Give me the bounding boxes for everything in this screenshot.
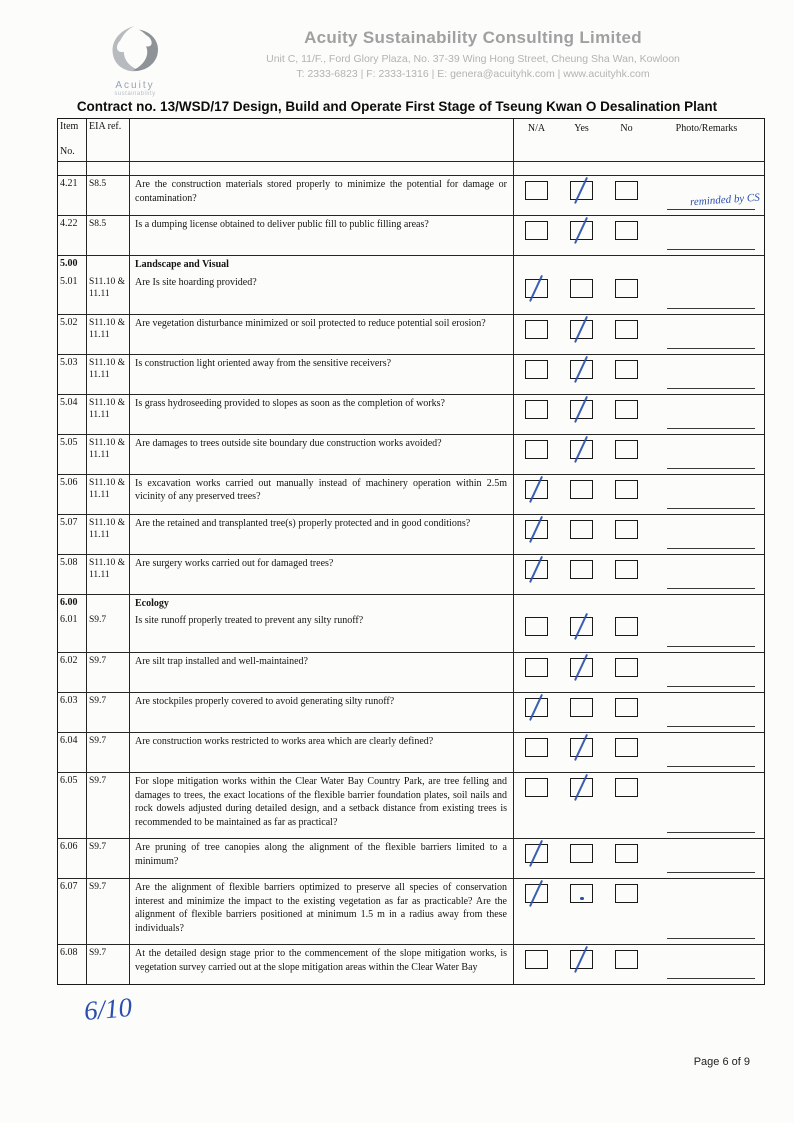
no-cell xyxy=(604,653,649,692)
checkbox-na-5.08[interactable] xyxy=(525,560,548,579)
item-no: 6.01 xyxy=(58,612,87,652)
na-cell xyxy=(514,733,559,772)
item-no: 6.00 xyxy=(58,595,87,613)
remarks-cell xyxy=(649,945,764,984)
item-no: 6.03 xyxy=(58,693,87,732)
remarks-cell xyxy=(649,216,764,255)
remarks-cell xyxy=(649,515,764,554)
yes-cell xyxy=(559,435,604,474)
checkbox-na-5.05[interactable] xyxy=(525,440,548,459)
eia-ref: S11.10 & 11.11 xyxy=(87,355,130,394)
item-no: 5.04 xyxy=(58,395,87,434)
item-no: 5.05 xyxy=(58,435,87,474)
checklist-row xyxy=(58,274,764,314)
checkbox-no-5.06[interactable] xyxy=(615,480,638,499)
eia-ref: S8.5 xyxy=(87,216,130,255)
checklist-table xyxy=(57,118,765,985)
remarks-cell xyxy=(649,839,764,878)
item-no: 4.21 xyxy=(58,176,87,215)
question-text: Are surgery works carried out for damaged trees? xyxy=(130,555,514,594)
spacer-cell xyxy=(87,162,130,175)
eia-ref: S9.7 xyxy=(87,733,130,772)
remark-line xyxy=(667,646,755,647)
spacer-cell xyxy=(559,162,604,175)
item-no: 5.06 xyxy=(58,475,87,514)
item-no: 4.22 xyxy=(58,216,87,255)
section-title: Landscape and Visual xyxy=(130,256,514,274)
checkbox-yes-6.05[interactable] xyxy=(570,778,593,797)
checklist-row xyxy=(58,554,764,594)
checkbox-no-5.04[interactable] xyxy=(615,400,638,419)
table-header-row xyxy=(58,119,764,161)
yes-cell xyxy=(559,274,604,314)
checklist-row xyxy=(58,612,764,652)
no-cell xyxy=(604,612,649,652)
remarks-cell xyxy=(649,653,764,692)
check-mark xyxy=(529,274,543,301)
item-no: 5.03 xyxy=(58,355,87,394)
checkbox-no-6.01[interactable] xyxy=(615,617,638,636)
header-item-line1: Item xyxy=(60,121,79,132)
remark-line xyxy=(667,428,755,429)
check-mark xyxy=(574,654,588,681)
header-no: No xyxy=(620,123,633,134)
no-cell xyxy=(604,395,649,434)
remark-line xyxy=(667,726,755,727)
na-cell xyxy=(514,653,559,692)
remarks-cell xyxy=(649,879,764,944)
remarks-cell xyxy=(649,274,764,314)
letterhead xyxy=(0,24,794,104)
checklist-row xyxy=(58,215,764,255)
eia-ref: S9.7 xyxy=(87,879,130,944)
company-contact: T: 2333-6823 | F: 2333-1316 | E: genera@acuityhk.com | www.acuityhk.com xyxy=(296,68,650,80)
remarks-cell xyxy=(649,733,764,772)
question-text: Are vegetation disturbance minimized or soil protected to reduce potential soil erosion? xyxy=(130,315,514,354)
checkbox-na-5.07[interactable] xyxy=(525,520,548,539)
yes-cell xyxy=(559,733,604,772)
remark-line xyxy=(667,548,755,549)
question-text: Is grass hydroseeding provided to slopes as soon as the completion of works? xyxy=(130,395,514,434)
checkbox-yes-6.01[interactable] xyxy=(570,617,593,636)
no-cell xyxy=(604,256,649,274)
no-cell xyxy=(604,216,649,255)
yes-cell xyxy=(559,176,604,215)
company-logo xyxy=(98,24,172,97)
yes-cell xyxy=(559,693,604,732)
page-number: Page 6 of 9 xyxy=(693,1056,750,1068)
eia-ref: S11.10 & 11.11 xyxy=(87,274,130,314)
remarks-cell xyxy=(649,612,764,652)
item-no: 6.05 xyxy=(58,773,87,838)
question-text: Is construction light oriented away from the sensitive receivers? xyxy=(130,355,514,394)
checklist-row xyxy=(58,772,764,838)
question-text: Are pruning of tree canopies along the alignment of the flexible barriers limited to a minimum? xyxy=(130,839,514,878)
checklist-row xyxy=(58,878,764,944)
yes-cell xyxy=(559,216,604,255)
section-title: Ecology xyxy=(130,595,514,613)
checkbox-na-6.07[interactable] xyxy=(525,884,548,903)
no-cell xyxy=(604,475,649,514)
check-mark xyxy=(574,774,588,801)
letterhead-text xyxy=(180,28,766,80)
checkbox-no-6.03[interactable] xyxy=(615,698,638,717)
eia-ref: S9.7 xyxy=(87,945,130,984)
checkbox-yes-5.06[interactable] xyxy=(570,480,593,499)
yes-cell xyxy=(559,256,604,274)
checkbox-na-5.03[interactable] xyxy=(525,360,548,379)
question-text: Are the retained and transplanted tree(s) properly protected and in good conditions? xyxy=(130,515,514,554)
yes-cell xyxy=(559,653,604,692)
checkbox-na-4.22[interactable] xyxy=(525,221,548,240)
checklist-row xyxy=(58,314,764,354)
remarks-cell xyxy=(649,176,764,215)
na-cell xyxy=(514,315,559,354)
remark-line xyxy=(667,308,755,309)
checkbox-yes-6.04[interactable] xyxy=(570,738,593,757)
logo-wordmark: Acuity xyxy=(115,80,155,91)
remarks-cell xyxy=(649,435,764,474)
question-text: Are silt trap installed and well-maintained? xyxy=(130,653,514,692)
yes-cell xyxy=(559,595,604,613)
na-cell xyxy=(514,879,559,944)
logo-tagline: sustainability xyxy=(114,91,156,97)
checklist-row xyxy=(58,175,764,215)
checkbox-no-4.22[interactable] xyxy=(615,221,638,240)
na-cell xyxy=(514,555,559,594)
question-text: Are the construction materials stored properly to minimize the potential for damage or contamination? xyxy=(130,176,514,215)
checklist-row xyxy=(58,394,764,434)
eia-ref: S9.7 xyxy=(87,653,130,692)
no-cell xyxy=(604,693,649,732)
eia-ref: S11.10 & 11.11 xyxy=(87,395,130,434)
no-cell xyxy=(604,274,649,314)
item-no: 5.02 xyxy=(58,315,87,354)
check-mark xyxy=(574,355,588,382)
na-cell xyxy=(514,216,559,255)
no-cell xyxy=(604,839,649,878)
check-mark xyxy=(529,840,543,867)
header-item-line2: No. xyxy=(60,146,75,157)
checkbox-na-5.02[interactable] xyxy=(525,320,548,339)
eia-ref: S9.7 xyxy=(87,693,130,732)
checkbox-yes-6.07[interactable] xyxy=(570,884,593,903)
checkbox-yes-4.21[interactable] xyxy=(570,181,593,200)
checkbox-yes-5.08[interactable] xyxy=(570,560,593,579)
check-mark xyxy=(574,435,588,462)
question-text: Is site runoff properly treated to prevent any silty runoff? xyxy=(130,612,514,652)
na-cell xyxy=(514,773,559,838)
section-row xyxy=(58,255,764,274)
checkbox-na-6.03[interactable] xyxy=(525,698,548,717)
checkbox-no-6.08[interactable] xyxy=(615,950,638,969)
checkbox-yes-6.03[interactable] xyxy=(570,698,593,717)
no-cell xyxy=(604,315,649,354)
check-mark xyxy=(529,475,543,502)
checkbox-na-4.21[interactable] xyxy=(525,181,548,200)
remark-line xyxy=(667,872,755,873)
item-no: 5.08 xyxy=(58,555,87,594)
checklist-row xyxy=(58,652,764,692)
checkbox-no-6.06[interactable] xyxy=(615,844,638,863)
question-text: Are Is site hoarding provided? xyxy=(130,274,514,314)
yes-cell xyxy=(559,945,604,984)
item-no: 6.04 xyxy=(58,733,87,772)
question-text: At the detailed design stage prior to the commencement of the slope mitigation works, is vegetation survey carried out at the slope mitigation areas within the Clear Water Bay xyxy=(130,945,514,984)
check-mark xyxy=(574,946,588,973)
eia-ref: S11.10 & 11.11 xyxy=(87,475,130,514)
checkbox-na-6.01[interactable] xyxy=(525,617,548,636)
question-text: Are the alignment of flexible barriers optimized to preserve all species of conservation interest and minimize the impact to the existing vegetation as far as practicable? Are the alignment of flexible barriers positioned at minimum 1.5 m in a radius away from these individuals? xyxy=(130,879,514,944)
checkbox-no-6.07[interactable] xyxy=(615,884,638,903)
checkbox-yes-5.05[interactable] xyxy=(570,440,593,459)
checkbox-yes-4.22[interactable] xyxy=(570,221,593,240)
yes-cell xyxy=(559,395,604,434)
checkbox-no-5.07[interactable] xyxy=(615,520,638,539)
check-mark xyxy=(574,177,588,204)
checkbox-yes-5.03[interactable] xyxy=(570,360,593,379)
yes-cell xyxy=(559,879,604,944)
checkbox-na-6.02[interactable] xyxy=(525,658,548,677)
check-mark xyxy=(574,315,588,342)
remark-line xyxy=(667,686,755,687)
header-remarks: Photo/Remarks xyxy=(675,123,738,134)
remarks-cell xyxy=(649,256,764,274)
checkbox-yes-5.02[interactable] xyxy=(570,320,593,339)
remark-line xyxy=(667,766,755,767)
eia-ref: S11.10 & 11.11 xyxy=(87,515,130,554)
checkbox-yes-5.01[interactable] xyxy=(570,279,593,298)
checkbox-no-5.05[interactable] xyxy=(615,440,638,459)
remark-line xyxy=(667,978,755,979)
remark-line xyxy=(667,348,755,349)
check-mark xyxy=(574,217,588,244)
remark-line xyxy=(667,249,755,250)
yes-cell xyxy=(559,475,604,514)
check-mark xyxy=(529,880,543,907)
na-cell xyxy=(514,515,559,554)
checkbox-no-5.02[interactable] xyxy=(615,320,638,339)
na-cell xyxy=(514,256,559,274)
item-no: 6.08 xyxy=(58,945,87,984)
header-item-no xyxy=(58,119,87,161)
checkbox-no-5.03[interactable] xyxy=(615,360,638,379)
checkbox-yes-6.08[interactable] xyxy=(570,950,593,969)
eia-ref: S9.7 xyxy=(87,612,130,652)
item-no: 6.06 xyxy=(58,839,87,878)
checklist-row xyxy=(58,474,764,514)
checkbox-no-4.21[interactable] xyxy=(615,181,638,200)
yes-cell xyxy=(559,355,604,394)
item-no: 5.07 xyxy=(58,515,87,554)
yes-cell xyxy=(559,612,604,652)
remarks-cell xyxy=(649,395,764,434)
item-no: 5.00 xyxy=(58,256,87,274)
checkbox-na-6.08[interactable] xyxy=(525,950,548,969)
checkbox-na-6.06[interactable] xyxy=(525,844,548,863)
checklist-row xyxy=(58,514,764,554)
remark-line xyxy=(667,388,755,389)
eia-ref: S9.7 xyxy=(87,773,130,838)
na-cell xyxy=(514,945,559,984)
question-text: Is a dumping license obtained to deliver public fill to public filling areas? xyxy=(130,216,514,255)
pen-dot xyxy=(580,897,584,901)
checkbox-na-5.06[interactable] xyxy=(525,480,548,499)
check-mark xyxy=(529,694,543,721)
checkbox-na-5.01[interactable] xyxy=(525,279,548,298)
na-cell xyxy=(514,839,559,878)
checkbox-no-5.01[interactable] xyxy=(615,279,638,298)
question-text: Is excavation works carried out manually instead of machinery operation within 2.5m vicinity of any preserved trees? xyxy=(130,475,514,514)
no-cell xyxy=(604,355,649,394)
check-mark xyxy=(529,515,543,542)
question-text: Are damages to trees outside site boundary due construction works avoided? xyxy=(130,435,514,474)
remarks-cell xyxy=(649,773,764,838)
item-no: 5.01 xyxy=(58,274,87,314)
remarks-cell xyxy=(649,475,764,514)
checkbox-na-6.04[interactable] xyxy=(525,738,548,757)
checklist-row xyxy=(58,944,764,984)
checkbox-yes-5.07[interactable] xyxy=(570,520,593,539)
remarks-cell xyxy=(649,595,764,613)
no-cell xyxy=(604,945,649,984)
company-name: Acuity Sustainability Consulting Limited xyxy=(304,28,642,47)
yes-cell xyxy=(559,839,604,878)
spacer-cell xyxy=(130,162,514,175)
remarks-cell xyxy=(649,355,764,394)
check-mark xyxy=(574,613,588,640)
no-cell xyxy=(604,733,649,772)
checkbox-yes-5.04[interactable] xyxy=(570,400,593,419)
header-question xyxy=(130,119,514,161)
item-no: 6.07 xyxy=(58,879,87,944)
remark-line xyxy=(667,209,755,210)
question-text: Are construction works restricted to works area which are clearly defined? xyxy=(130,733,514,772)
checkbox-no-5.08[interactable] xyxy=(615,560,638,579)
document-title: Contract no. 13/WSD/17 Design, Build and Operate First Stage of Tseung Kwan O Desalination Plant xyxy=(76,99,718,114)
na-cell xyxy=(514,355,559,394)
remark-line xyxy=(667,468,755,469)
remark-line xyxy=(667,588,755,589)
no-cell xyxy=(604,435,649,474)
no-cell xyxy=(604,515,649,554)
checkbox-na-6.05[interactable] xyxy=(525,778,548,797)
spacer-row xyxy=(58,161,764,175)
remark-line xyxy=(667,938,755,939)
checklist-row xyxy=(58,692,764,732)
company-address: Unit C, 11/F., Ford Glory Plaza, No. 37-39 Wing Hong Street, Cheung Sha Wan, Kowloon xyxy=(266,53,680,65)
na-cell xyxy=(514,595,559,613)
no-cell xyxy=(604,176,649,215)
header-eia-ref: EIA ref. xyxy=(87,119,130,161)
checkbox-no-6.04[interactable] xyxy=(615,738,638,757)
yes-cell xyxy=(559,515,604,554)
checklist-row xyxy=(58,732,764,772)
remarks-cell xyxy=(649,555,764,594)
header-yes: Yes xyxy=(574,123,589,134)
na-cell xyxy=(514,435,559,474)
no-cell xyxy=(604,773,649,838)
checklist-row xyxy=(58,434,764,474)
eia-ref xyxy=(87,256,130,274)
yes-cell xyxy=(559,555,604,594)
eia-ref: S11.10 & 11.11 xyxy=(87,435,130,474)
eia-ref: S11.10 & 11.11 xyxy=(87,555,130,594)
remark-line xyxy=(667,508,755,509)
eia-ref: S9.7 xyxy=(87,839,130,878)
checkbox-yes-6.06[interactable] xyxy=(570,844,593,863)
na-cell xyxy=(514,176,559,215)
yes-cell xyxy=(559,773,604,838)
handwritten-remark: reminded by CS xyxy=(689,191,761,209)
checkbox-na-5.04[interactable] xyxy=(525,400,548,419)
na-cell xyxy=(514,612,559,652)
item-no: 6.02 xyxy=(58,653,87,692)
check-mark xyxy=(529,555,543,582)
handwritten-score: 6/10 xyxy=(82,991,134,1027)
spacer-cell xyxy=(649,162,764,175)
no-cell xyxy=(604,555,649,594)
check-mark xyxy=(574,734,588,761)
na-cell xyxy=(514,274,559,314)
checkbox-yes-6.02[interactable] xyxy=(570,658,593,677)
remark-line xyxy=(667,832,755,833)
spacer-cell xyxy=(514,162,559,175)
remarks-cell xyxy=(649,693,764,732)
check-mark xyxy=(574,395,588,422)
eia-ref xyxy=(87,595,130,613)
remarks-cell xyxy=(649,315,764,354)
no-cell xyxy=(604,595,649,613)
yes-cell xyxy=(559,315,604,354)
logo-swirl-icon xyxy=(106,24,164,74)
spacer-cell xyxy=(58,162,87,175)
checkbox-no-6.05[interactable] xyxy=(615,778,638,797)
eia-ref: S11.10 & 11.11 xyxy=(87,315,130,354)
question-text: Are stockpiles properly covered to avoid generating silty runoff? xyxy=(130,693,514,732)
checklist-row xyxy=(58,354,764,394)
checklist-rows xyxy=(58,175,764,984)
na-cell xyxy=(514,693,559,732)
checklist-row xyxy=(58,838,764,878)
checkbox-no-6.02[interactable] xyxy=(615,658,638,677)
spacer-cell xyxy=(604,162,649,175)
na-cell xyxy=(514,475,559,514)
question-text: For slope mitigation works within the Clear Water Bay Country Park, are tree felling and damages to trees, the exact locations of the flexible barrier foundation plates, soil nails and rock dowels adjusted during detailed design, and a setback distance from existing trees is recommended to be maintained as far as practical? xyxy=(130,773,514,838)
na-cell xyxy=(514,395,559,434)
no-cell xyxy=(604,879,649,944)
header-na: N/A xyxy=(527,123,546,134)
section-row xyxy=(58,594,764,613)
eia-ref: S8.5 xyxy=(87,176,130,215)
